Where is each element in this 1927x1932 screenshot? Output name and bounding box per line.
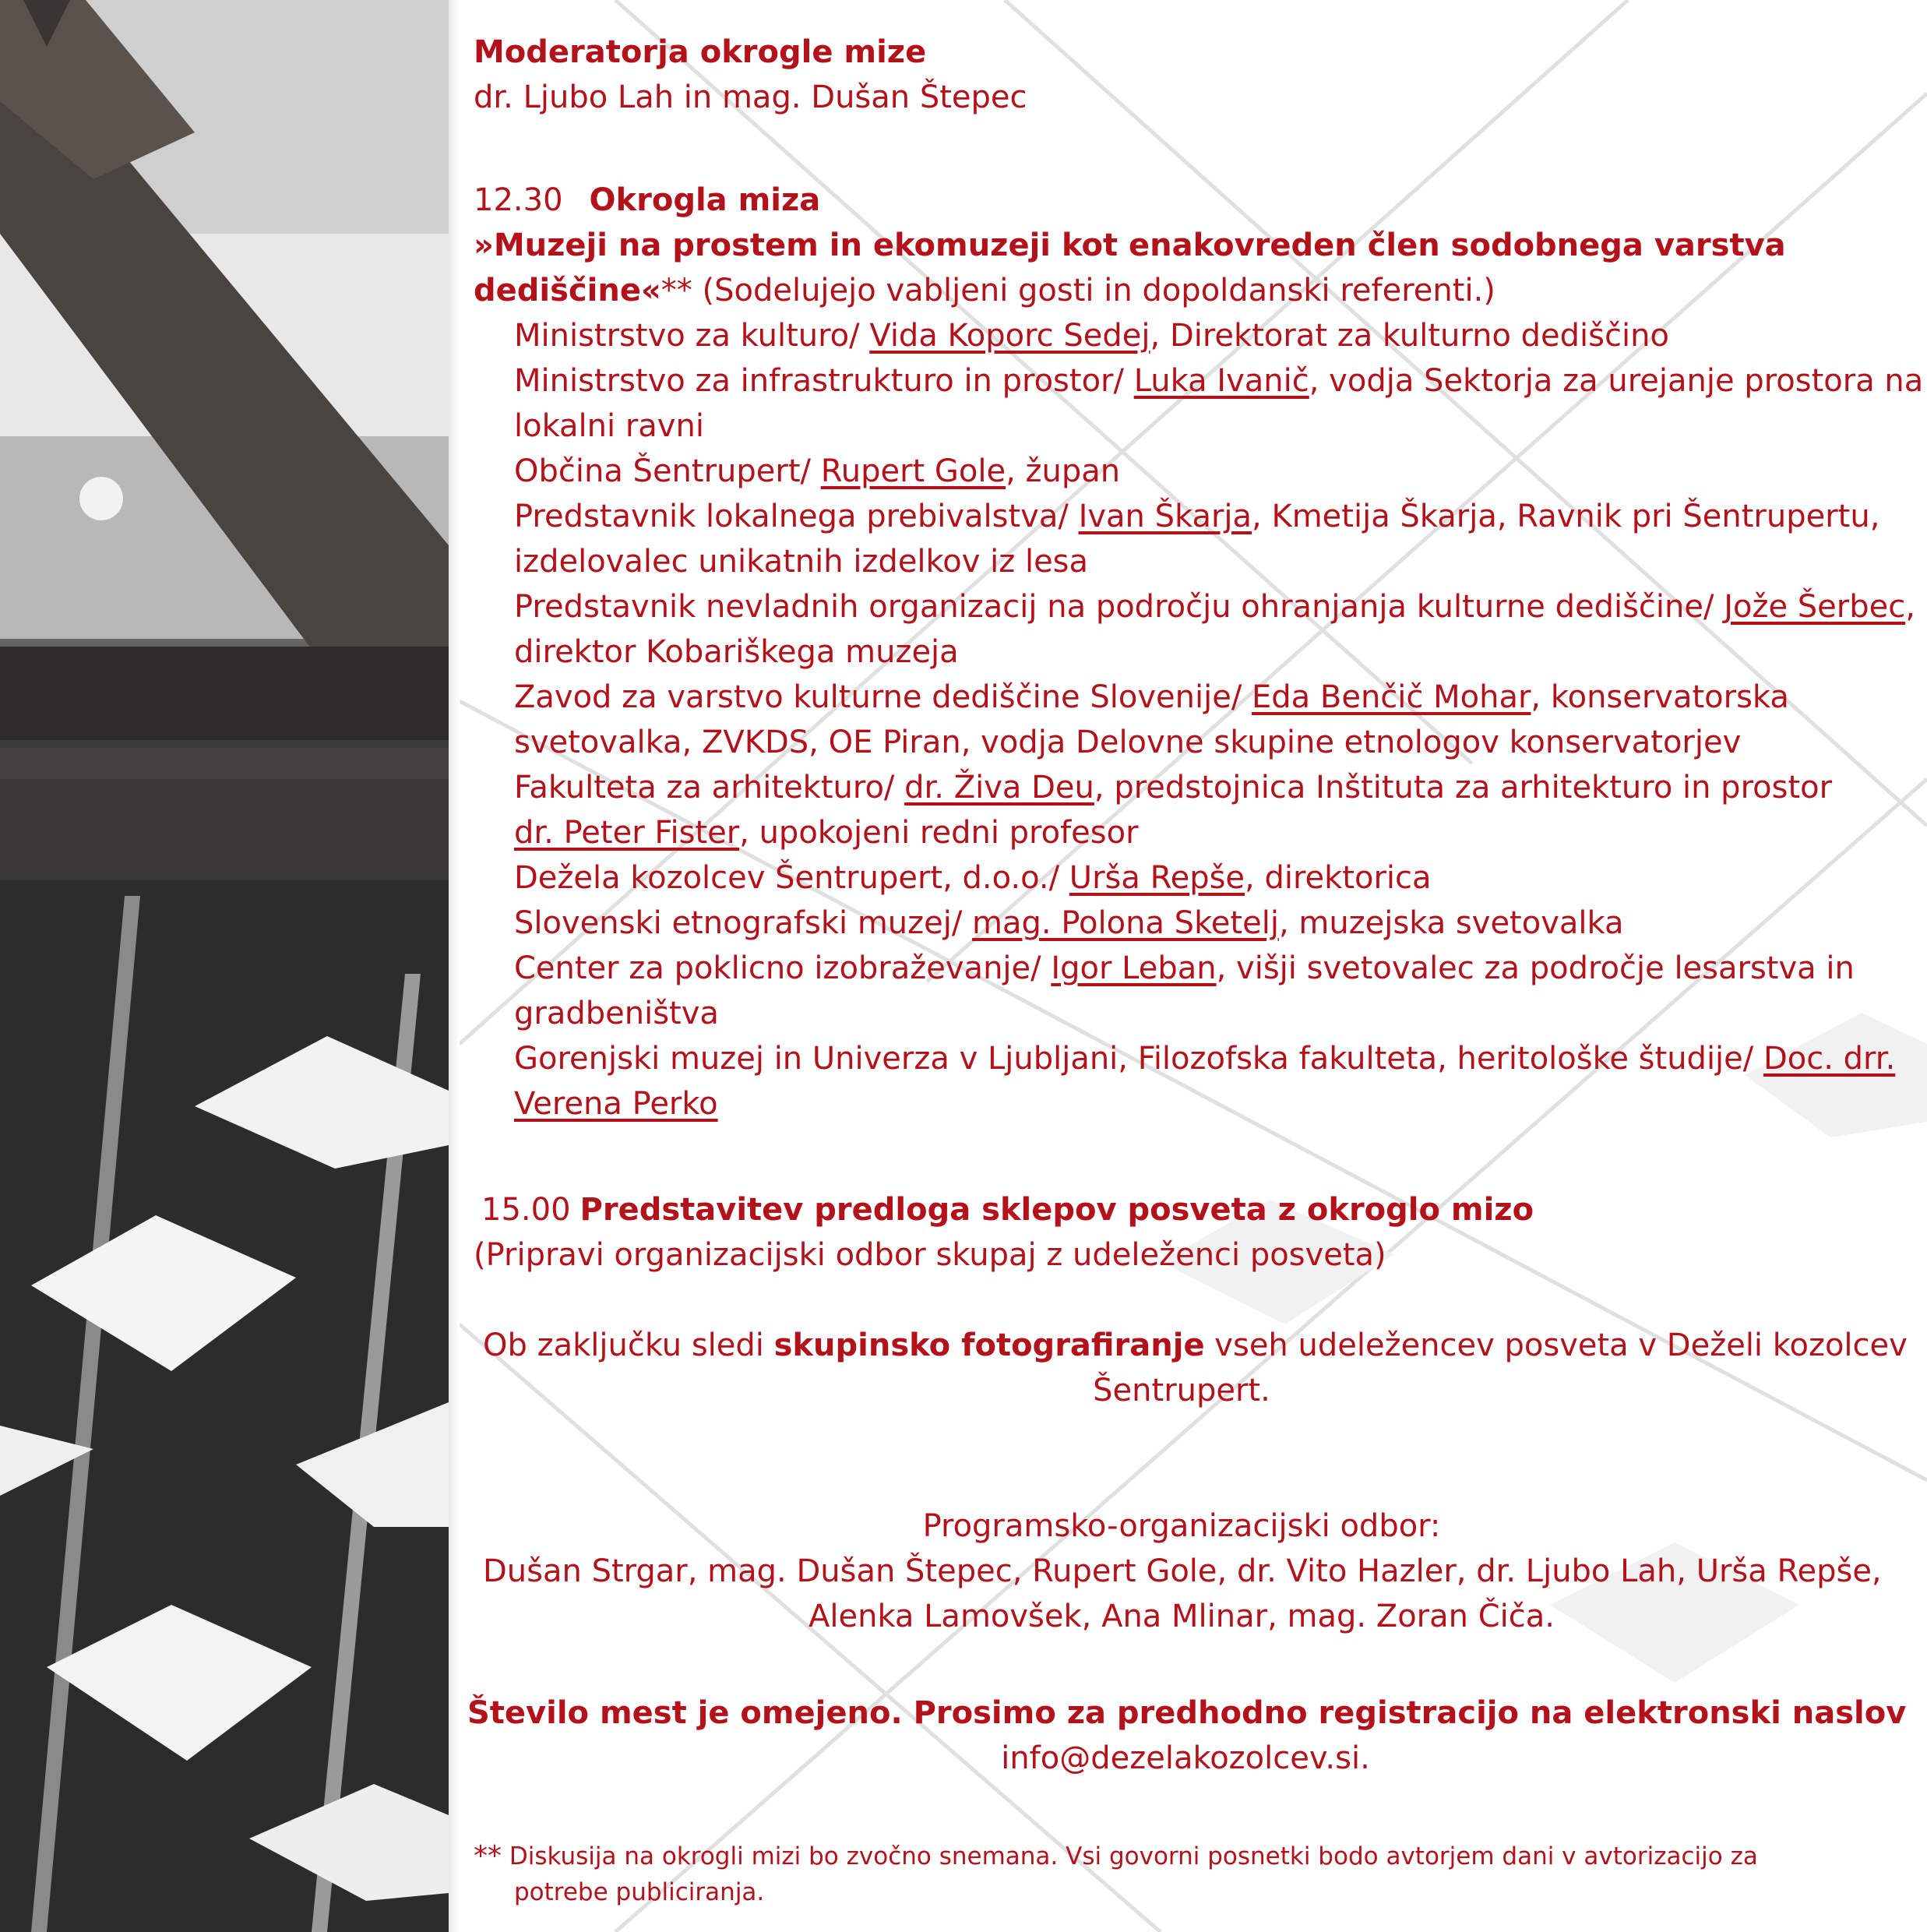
registration-section: [467, 1690, 1907, 1781]
participant-item: [474, 855, 1880, 901]
photo-note-line2: Šentrupert.: [1093, 1373, 1270, 1408]
participant-org: Ministrstvo za infrastrukturo in prostor/: [514, 363, 1134, 399]
participant-role-cont: gradbeništva: [514, 996, 719, 1031]
participant-item: [474, 494, 1880, 539]
committee-heading: Programsko-organizacijski odbor:: [922, 1508, 1441, 1544]
participant-org: Predstavnik nevladnih organizacij na področju ohranjanja kulturne dediščine/: [514, 589, 1724, 625]
participant-name: Luka Ivanič: [1133, 363, 1309, 399]
moderators-heading: Moderatorja okrogle mize: [474, 34, 927, 70]
participant-org: Slovenski etnografski muzej/: [514, 905, 973, 941]
footnote-marker: **: [661, 273, 692, 308]
committee-line1: Dušan Strgar, mag. Dušan Štepec, Rupert Gole, dr. Vito Hazler, dr. Ljubo Lah, Urša Repše,: [483, 1553, 1882, 1589]
roundtable-time: 12.30: [474, 182, 563, 218]
moderators-section: [474, 30, 1880, 120]
participant-name: Igor Leban: [1051, 950, 1217, 986]
participant-name: Vida Koporc Sedej: [869, 318, 1150, 354]
participant-org: Gorenjski muzej in Univerza v Ljubljani, Filozofska fakulteta, heritološke študije/: [514, 1041, 1763, 1077]
participant-role-cont: svetovalka, ZVKDS, OE Piran, vodja Delovne skupine etnologov konservatorjev: [514, 724, 1742, 760]
photo-note-after: vseh udeležencev posveta v Deželi kozolcev: [1204, 1327, 1908, 1363]
participant-name: Rupert Gole: [820, 453, 1006, 489]
participant-role: , vodja Sektorja za urejanje prostora na: [1309, 363, 1924, 399]
footnote-section: [474, 1839, 1880, 1910]
footnote-mark: **: [474, 1840, 502, 1872]
participant-role: , predstojnica Inštituta za arhitekturo in prostor: [1094, 770, 1833, 806]
participant-role-cont: izdelovalec unikatnih izdelkov iz lesa: [514, 544, 1089, 580]
roundtable-note: (Sodelujejo vabljeni gosti in dopoldanski referenti.): [692, 273, 1495, 308]
participant-role: , Kmetija Škarja, Ravnik pri Šentrupertu,: [1252, 499, 1880, 534]
conclusions-section: [474, 1187, 1880, 1278]
participant-item: [474, 1036, 1896, 1081]
participant-item: [474, 765, 1880, 810]
roundtable-topic: »Muzeji na prostem in ekomuzeji kot enakovreden člen sodobnega varstva: [474, 227, 1786, 263]
participant-item: [474, 584, 1915, 629]
participant-item: [474, 810, 1880, 855]
participant-name: Eda Benčič Mohar: [1252, 679, 1531, 715]
photo-note-before: Ob zaključku sledi: [483, 1327, 774, 1363]
registration-email[interactable]: info@dezelakozolcev.si.: [1001, 1740, 1370, 1776]
conclusions-subtitle: (Pripravi organizacijski odbor skupaj z udeleženci posveta): [474, 1237, 1386, 1273]
participant-org: Fakulteta za arhitekturo/: [514, 770, 905, 806]
photo-note-section: [483, 1323, 1908, 1413]
moderators-names: dr. Ljubo Lah in mag. Dušan Štepec: [474, 79, 1027, 115]
participant-org: Dežela kozolcev Šentrupert, d.o.o./: [514, 860, 1069, 896]
participant-name: Ivan Škarja: [1078, 499, 1252, 534]
participant-role: , župan: [1006, 453, 1121, 489]
participant-role: ,: [1905, 589, 1915, 625]
participant-name-cont: Verena Perko: [514, 1086, 718, 1122]
participant-org: Predstavnik lokalnega prebivalstva/: [514, 499, 1079, 534]
participant-name: dr. Živa Deu: [904, 770, 1094, 806]
hayrack-photo: [0, 0, 449, 1932]
photo-note-bold: skupinsko fotografiranje: [773, 1327, 1205, 1363]
participant-org: Zavod za varstvo kulturne dediščine Slovenije/: [514, 679, 1252, 715]
participant-role: , upokojeni redni profesor: [739, 815, 1139, 851]
participant-item: [474, 313, 1880, 358]
participant-role: , direktorica: [1245, 860, 1432, 896]
participant-name: Jože Šerbec: [1724, 589, 1906, 625]
participant-name: Doc. drr.: [1763, 1041, 1896, 1077]
participant-role-cont: lokalni ravni: [514, 408, 704, 444]
participant-org: Ministrstvo za kulturo/: [514, 318, 870, 354]
roundtable-section: [474, 178, 1924, 1126]
participant-name: mag. Polona Sketelj: [972, 905, 1279, 941]
participant-name: Urša Repše: [1069, 860, 1245, 896]
committee-section: [483, 1504, 1880, 1639]
participants-list: [474, 313, 1924, 1126]
participant-item: [474, 675, 1880, 720]
conclusions-time: 15.00: [481, 1192, 571, 1228]
participant-role: , Direktorat za kulturno dediščino: [1150, 318, 1669, 354]
conclusions-title: Predstavitev predloga sklepov posveta z okroglo mizo: [580, 1192, 1534, 1228]
registration-text: Število mest je omejeno. Prosimo za predhodno registracijo na elektronski naslov: [467, 1695, 1907, 1731]
participant-org: Občina Šentrupert/: [514, 453, 821, 489]
footnote-line2: potrebe publiciranja.: [514, 1878, 765, 1906]
participant-role: , konservatorska: [1531, 679, 1789, 715]
photo-edge: [449, 0, 460, 1932]
participant-item: [474, 358, 1924, 404]
committee-line2: Alenka Lamovšek, Ana Mlinar, mag. Zoran Čiča.: [808, 1599, 1555, 1634]
participant-item: [474, 449, 1880, 494]
participant-role: , višji svetovalec za področje lesarstva in: [1216, 950, 1855, 986]
roundtable-title: Okrogla miza: [589, 182, 821, 218]
roundtable-topic-end: dediščine«: [474, 273, 661, 308]
participant-role: , muzejska svetovalka: [1278, 905, 1624, 941]
participant-item: [474, 901, 1880, 946]
participant-role-cont: direktor Kobariškega muzeja: [514, 634, 959, 670]
participant-name: dr. Peter Fister: [514, 815, 740, 851]
photo-drawing: [0, 0, 449, 1932]
footnote-line1: Diskusija na okrogli mizi bo zvočno snemana. Vsi govorni posnetki bodo avtorjem dani v avtorizacijo za: [502, 1842, 1758, 1870]
participant-org: Center za poklicno izobraževanje/: [514, 950, 1052, 986]
participant-item: [474, 946, 1880, 991]
